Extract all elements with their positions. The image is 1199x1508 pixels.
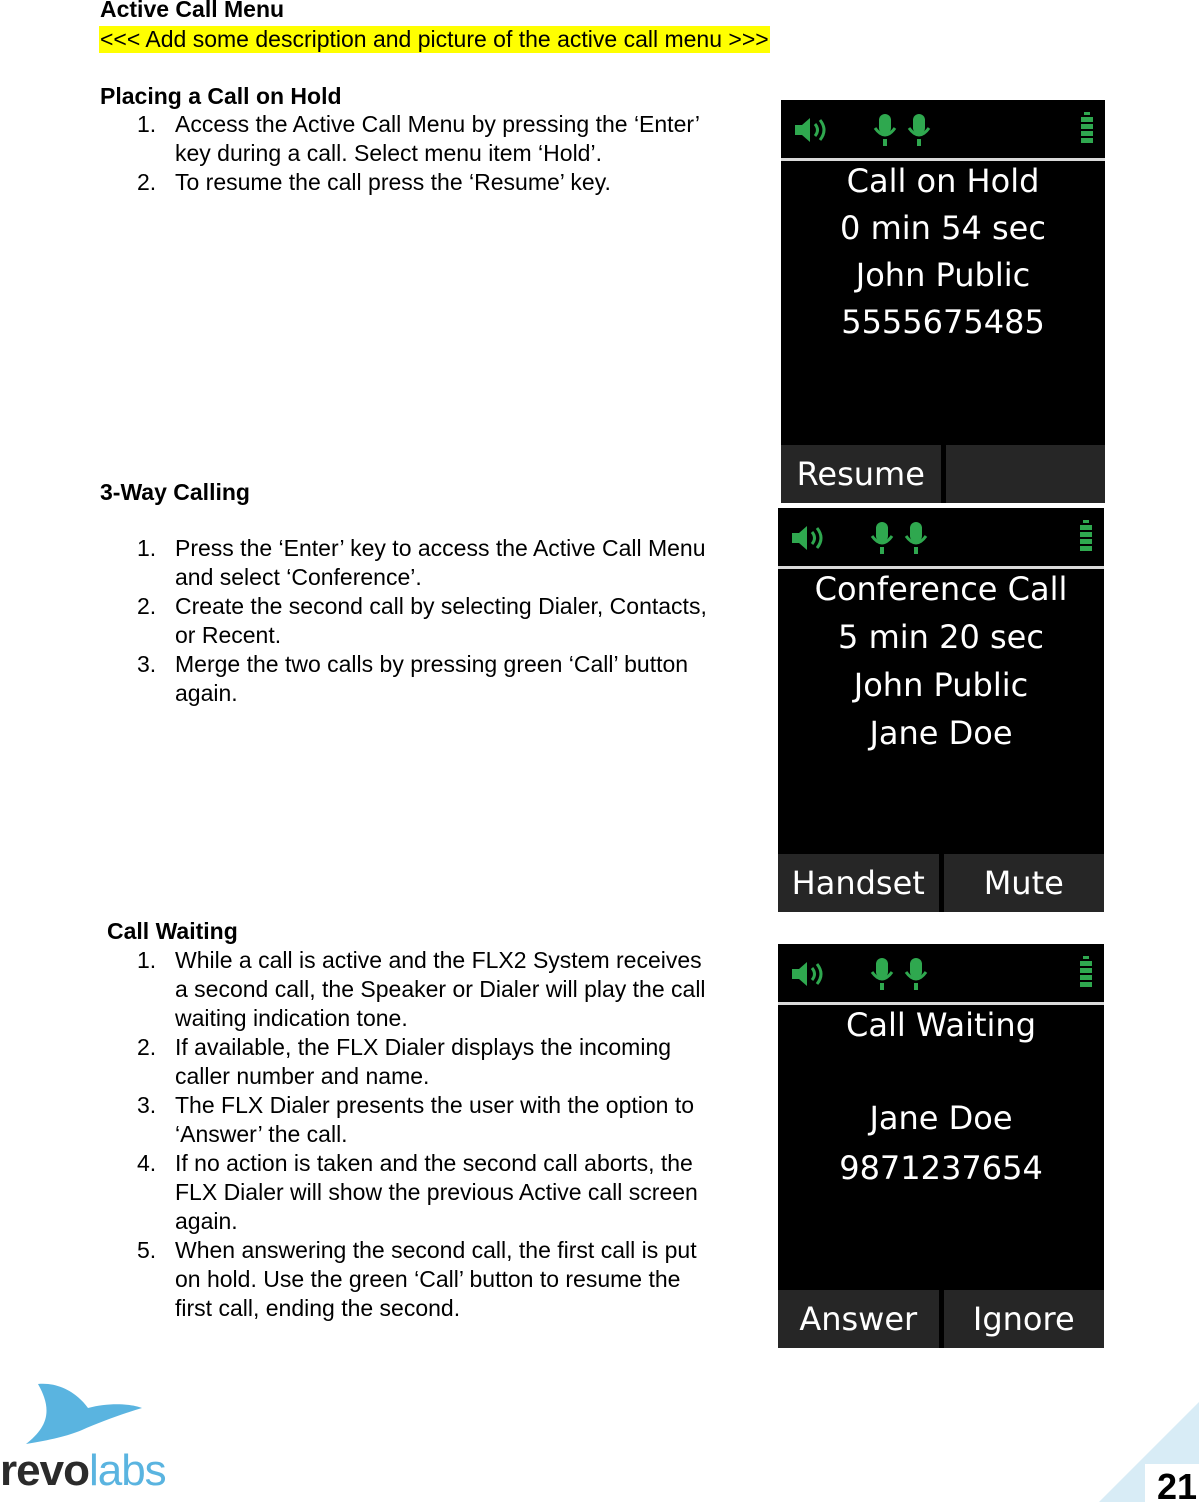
logo-text-revo: revo [0, 1446, 89, 1495]
list-item: 4. If no action is taken and the second call aborts, the FLX Dialer will show the previous Active call screen again. [137, 1150, 698, 1234]
softkey-bar [781, 445, 1105, 503]
empty-softkey[interactable] [946, 445, 1106, 503]
speaker-icon [790, 522, 830, 554]
list-item: 1. While a call is active and the FLX2 System receives a second call, the Speaker or Dialer will play the call waiting indication tone. [137, 947, 706, 1031]
status-bar [778, 944, 1104, 1002]
list-item: 2. Create the second call by selecting Dialer, Contacts, or Recent. [137, 593, 707, 648]
call-status: Call on Hold [846, 162, 1040, 200]
call-duration: 0 min 54 sec [840, 209, 1046, 247]
page-number: 21 [1156, 1466, 1197, 1507]
call-duration: 5 min 20 sec [838, 618, 1044, 656]
call-waiting-screen [778, 944, 1104, 1348]
softkey-bar [778, 854, 1104, 912]
ignore-softkey[interactable]: Ignore [944, 1290, 1105, 1348]
caller-name: Jane Doe [869, 1099, 1013, 1137]
caller-name: John Public [855, 256, 1031, 294]
list-item: 1. Access the Active Call Menu by pressing the ‘Enter’ key during a call. Select menu item ‘Hold’. [137, 111, 700, 166]
threeway-steps [100, 534, 707, 708]
divider [781, 158, 1105, 161]
status-bar [778, 508, 1104, 566]
revolabs-logo [0, 1382, 166, 1500]
divider [778, 1002, 1104, 1005]
microphones-icon [868, 520, 932, 556]
second-caller-name: Jane Doe [869, 714, 1013, 752]
call-status: Call Waiting [845, 1006, 1037, 1044]
conference-call-screen [778, 508, 1104, 912]
speaker-icon [793, 114, 833, 146]
handset-softkey[interactable]: Handset [778, 854, 939, 912]
mute-softkey[interactable]: Mute [944, 854, 1105, 912]
status-bar [781, 100, 1105, 158]
waiting-section-title: Call Waiting [107, 918, 238, 944]
list-item: 5. When answering the second call, the first call is put on hold. Use the green ‘Call’ button to resume the first call, ending the second. [137, 1237, 697, 1321]
battery-icon [1078, 520, 1094, 554]
logo-text-labs: labs [88, 1446, 166, 1495]
hold-section-title: Placing a Call on Hold [100, 83, 342, 109]
caller-name: John Public [853, 666, 1029, 704]
call-on-hold-screen [781, 100, 1105, 503]
list-item: 3. Merge the two calls by pressing green ‘Call’ button again. [137, 651, 689, 706]
resume-softkey[interactable]: Resume [781, 445, 941, 503]
microphones-icon [871, 112, 935, 148]
hold-steps [100, 110, 700, 197]
caller-number: 5555675485 [841, 303, 1045, 341]
divider [778, 566, 1104, 569]
speaker-icon [790, 958, 830, 990]
battery-icon [1079, 112, 1095, 146]
placeholder-note: <<< Add some description and picture of the active call menu >>> [100, 26, 769, 52]
threeway-section-title: 3-Way Calling [100, 479, 250, 505]
wave-logo-icon [20, 1382, 145, 1444]
microphones-icon [868, 956, 932, 992]
answer-softkey[interactable]: Answer [778, 1290, 939, 1348]
list-item: 1. Press the ‘Enter’ key to access the Active Call Menu and select ‘Conference’. [137, 535, 706, 590]
caller-number: 9871237654 [839, 1149, 1043, 1187]
softkey-bar [778, 1290, 1104, 1348]
list-item: 2. To resume the call press the ‘Resume’ key. [137, 169, 611, 195]
page-heading: Active Call Menu [100, 0, 285, 22]
call-status: Conference Call [814, 570, 1068, 608]
battery-icon [1078, 956, 1094, 990]
list-item: 2. If available, the FLX Dialer displays the incoming caller number and name. [137, 1034, 672, 1089]
list-item: 3. The FLX Dialer presents the user with the option to ‘Answer’ the call. [137, 1092, 695, 1147]
waiting-steps [100, 946, 706, 1323]
